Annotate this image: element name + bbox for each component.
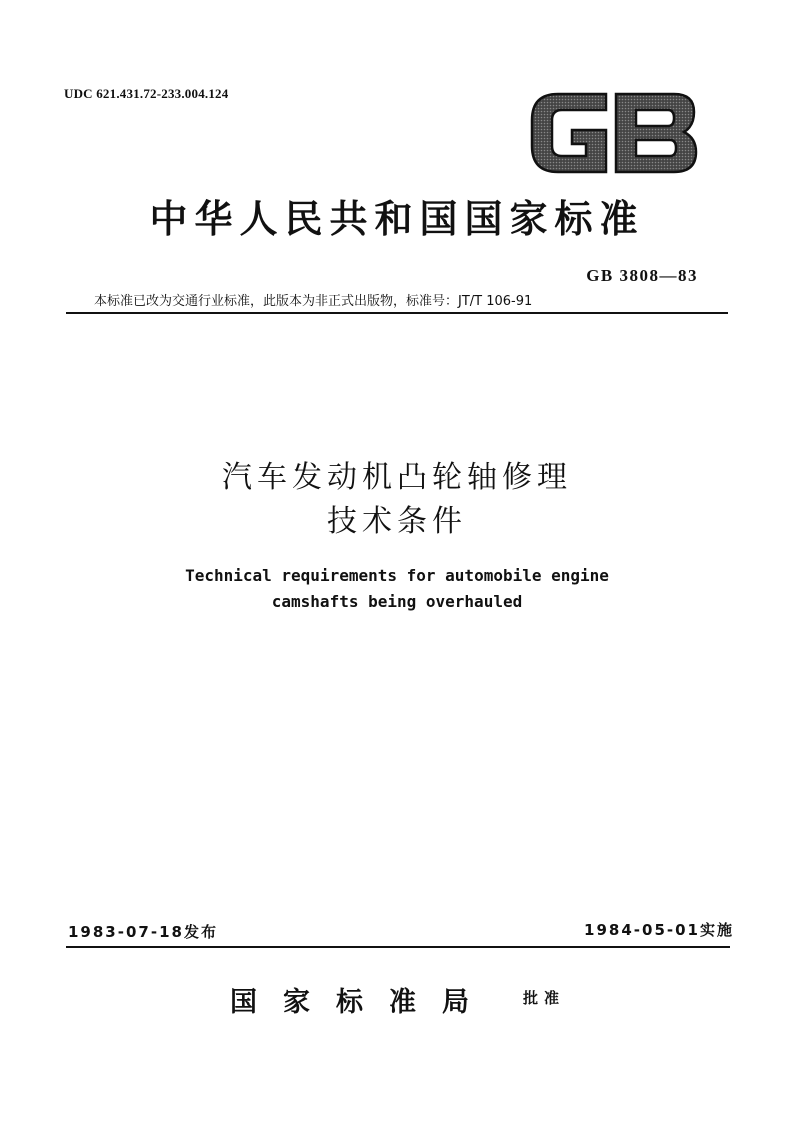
header-divider bbox=[66, 312, 728, 314]
title-chinese-line-1: 汽车发动机凸轮轴修理 bbox=[222, 460, 572, 495]
effective-date: 1984-05-01实施 bbox=[584, 921, 734, 939]
udc-code: UDC 621.431.72-233.004.124 bbox=[64, 86, 229, 101]
footer-divider bbox=[66, 946, 730, 948]
approval-label: 批准 bbox=[523, 989, 566, 1007]
approving-authority: 国家标准局 bbox=[230, 987, 495, 1018]
replacement-note: 本标准已改为交通行业标准，此版本为非正式出版物，标准号：JT/T 106-91 bbox=[94, 294, 533, 309]
issue-date: 1983-07-18发布 bbox=[68, 923, 218, 941]
gb-logo bbox=[528, 92, 698, 174]
title-chinese-line-2: 技术条件 bbox=[327, 504, 467, 539]
title-english-line-2: camshafts being overhauled bbox=[271, 592, 523, 611]
title-english-line-1: Technical requirements for automobile engine bbox=[185, 566, 609, 585]
standard-number: GB 3808—83 bbox=[586, 266, 698, 285]
national-standard-title: 中华人民共和国国家标准 bbox=[149, 197, 645, 241]
